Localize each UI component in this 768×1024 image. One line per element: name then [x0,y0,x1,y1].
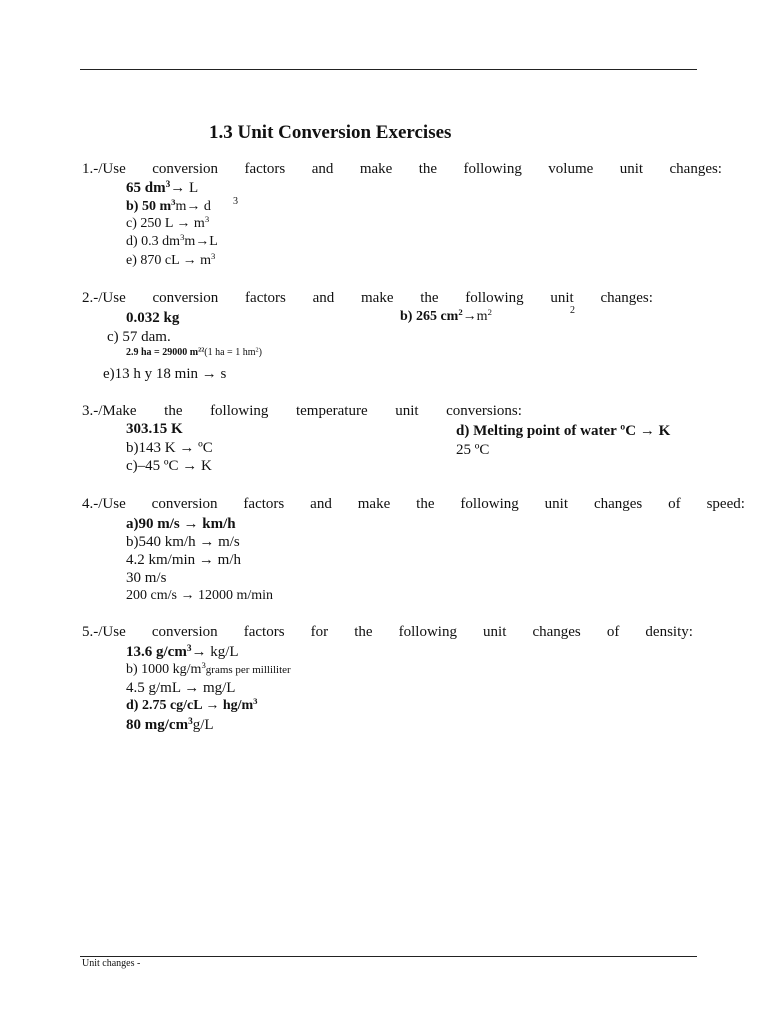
instruction-word: unit [550,290,574,306]
question-1-instruction [82,161,722,178]
q2-item-c: c) 57 dam. [107,329,171,345]
instruction-word: changes [593,496,643,512]
q2-item-b-exponent: 2 [570,305,575,316]
q1-item-c: c) 250 $L \to m^3$ [126,214,210,231]
question-5-instruction [82,624,693,641]
instruction-word: unit [395,403,419,419]
instruction-word: make [357,496,391,512]
instruction-word: changes: [669,161,722,177]
q1-item-e: e) 870 cL → $m^3$ [126,251,216,268]
instruction-word: following [463,161,522,177]
q1-item-d: d) 0.3 $dm^3m\to L$ [126,232,218,249]
q5-item-b: b) 1000 $kg/m^3grams$ per milliliter [126,660,291,677]
instruction-word: conversion [151,496,218,512]
q2-item-d: 2.9 ha = 29000 $m^{22}(1$ ha = 1 $hm^2$) [126,346,262,358]
instruction-word: factors [243,496,285,512]
q1-item-b-exponent: 3 [233,196,238,207]
q4-item-e: 200 cm/s → 12000 m/min [126,588,273,603]
q2-item-e: e)13 h y 18 min → s [103,366,227,382]
instruction-word: density: [645,624,693,640]
instruction-word: conversions: [446,403,522,419]
q2-item-a: 0.032 kg [126,310,180,326]
q1-item-b: b) 50 $m^3m\to d$ [126,197,211,214]
instruction-word: the [354,624,373,640]
q5-item-a: 13.6 $g/cm^3\to kg/L$ [126,643,239,660]
instruction-word: 4.-/Use [82,496,126,512]
instruction-word: conversion [151,624,218,640]
instruction-word: unit [544,496,569,512]
instruction-word: make [359,161,393,177]
instruction-word: changes [532,624,581,640]
footer-text: Unit changes - [82,958,141,969]
q3-item-b: b)143 K → ºC [126,440,213,456]
q4-item-c: 4.2 km/min → m/h [126,552,242,568]
q5-item-d: d) 2.75 $cg/cL \to hg/m^3$ [126,696,258,713]
instruction-word: 5.-/Use [82,624,126,640]
instruction-word: of [668,496,681,512]
question-2-instruction [82,290,653,307]
question-3-instruction [82,403,522,420]
q4-item-d: 30 m/s [126,570,167,586]
instruction-word: and [310,496,332,512]
instruction-word: the [164,403,183,419]
instruction-word: following [465,290,524,306]
q3-item-a: 303.15 K [126,421,183,437]
question-4-instruction [82,496,745,513]
instruction-word: unit [483,624,507,640]
instruction-word: changes: [600,290,653,306]
instruction-word: factors [245,290,286,306]
q4-item-b: b)540 km/h → m/s [126,534,240,550]
header-rule [80,69,697,70]
instruction-word: 2.-/Use [82,290,126,306]
q5-item-e: 80 $mg/cm^3g/L$ [126,716,214,733]
q4-item-a: a)90 m/s → km/h [126,516,236,532]
instruction-word: speed: [706,496,745,512]
page-title: 1.3 Unit Conversion Exercises [209,122,452,143]
instruction-word: unit [619,161,644,177]
instruction-word: 1.-/Use [82,161,126,177]
instruction-word: following [460,496,519,512]
q2-item-b: b) 265 $cm^2\to m^2$ [400,307,492,324]
q1-item-a: 65 $dm^3\to L$ [126,179,199,196]
instruction-word: following [210,403,269,419]
instruction-word: the [416,496,435,512]
instruction-word: the [420,290,439,306]
instruction-word: make [361,290,394,306]
instruction-word: conversion [152,161,219,177]
instruction-word: 3.-/Make [82,403,137,419]
instruction-word: temperature [295,403,368,419]
instruction-word: and [311,161,334,177]
q5-item-c: 4.5 g/mL → mg/L [126,680,236,696]
instruction-word: and [312,290,335,306]
instruction-word: for [310,624,329,640]
instruction-word: following [398,624,457,640]
instruction-word: factors [244,161,286,177]
footer-rule [80,956,697,957]
q3-item-c: c)–45 ºC → K [126,458,212,474]
instruction-word: of [606,624,620,640]
instruction-word: factors [243,624,285,640]
instruction-word: volume [548,161,594,177]
q3-item-d: d) Melting point of water ºC → K [456,423,671,439]
instruction-word: the [418,161,438,177]
instruction-word: conversion [152,290,219,306]
q3-item-e: 25 ºC [456,442,490,458]
